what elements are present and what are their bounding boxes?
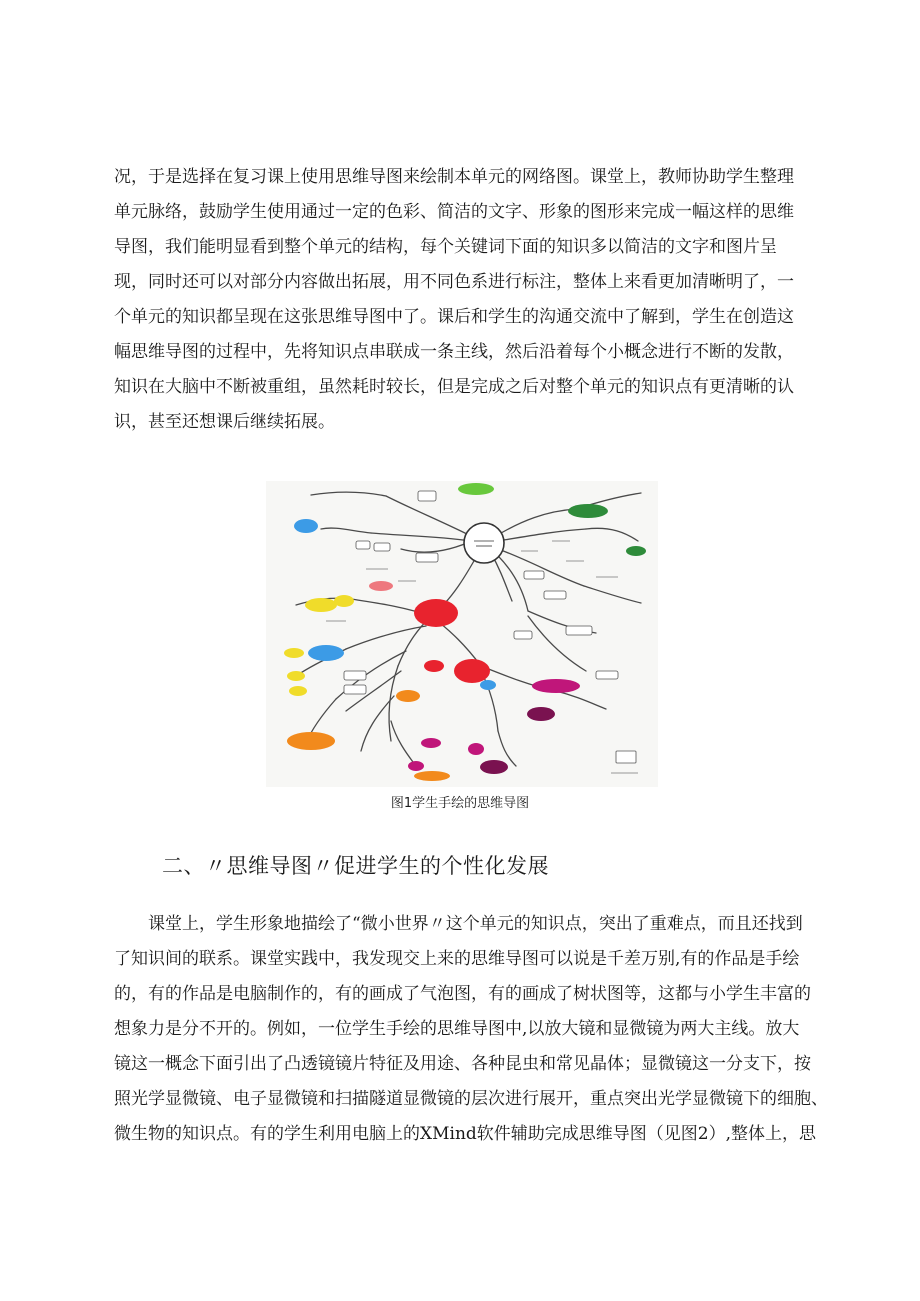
section-heading: 二、〃思维导图〃促进学生的个性化发展 (162, 854, 549, 878)
paragraph-line: 微生物的知识点。有的学生利用电脑上的XMind软件辅助完成思维导图（见图2）,整体上，思 (114, 1124, 816, 1144)
paragraph-line: 照光学显微镜、电子显微镜和扫描隧道显微镜的层次进行展开，重点突出光学显微镜下的细胞、 (114, 1089, 828, 1109)
paragraph-line: 了知识间的联系。课堂实践中，我发现交上来的思维导图可以说是千差万别,有的作品是手绘 (114, 949, 800, 969)
figure-caption: 图1学生手绘的思维导图 (390, 796, 530, 811)
paragraph-line: 镜这一概念下面引出了凸透镜镜片特征及用途、各种昆虫和常见晶体；显微镜这一分支下，按 (114, 1054, 811, 1074)
paragraph-line: 识，甚至还想课后继续拓展。 (114, 412, 335, 432)
paragraph-line: 况，于是选择在复习课上使用思维导图来绘制本单元的网络图。课堂上，教师协助学生整理 (114, 167, 794, 187)
mind-map-photo (266, 481, 658, 787)
paragraph-line: 的，有的作品是电脑制作的，有的画成了气泡图，有的画成了树状图等，这都与小学生丰富的 (114, 984, 811, 1004)
paragraph-line: 现，同时还可以对部分内容做出拓展，用不同色系进行标注，整体上来看更加清晰明了，一 (114, 272, 794, 292)
paragraph-line: 课堂上，学生形象地描绘了“微小世界〃这个单元的知识点，突出了重难点，而且还找到 (148, 914, 803, 934)
paragraph-line: 幅思维导图的过程中，先将知识点串联成一条主线，然后沿着每个小概念进行不断的发散， (114, 342, 794, 362)
paragraph-line: 想象力是分不开的。例如，一位学生手绘的思维导图中,以放大镜和显微镜为两大主线。放大 (114, 1019, 800, 1039)
paragraph-line: 导图，我们能明显看到整个单元的结构，每个关键词下面的知识多以简洁的文字和图片呈 (114, 237, 777, 257)
paragraph-line: 知识在大脑中不断被重组，虽然耗时较长，但是完成之后对整个单元的知识点有更清晰的认 (114, 377, 794, 397)
paragraph-line: 个单元的知识都呈现在这张思维导图中了。课后和学生的沟通交流中了解到，学生在创造这 (114, 307, 794, 327)
paragraph-line: 单元脉络，鼓励学生使用通过一定的色彩、简洁的文字、形象的图形来完成一幅这样的思维 (114, 202, 794, 222)
